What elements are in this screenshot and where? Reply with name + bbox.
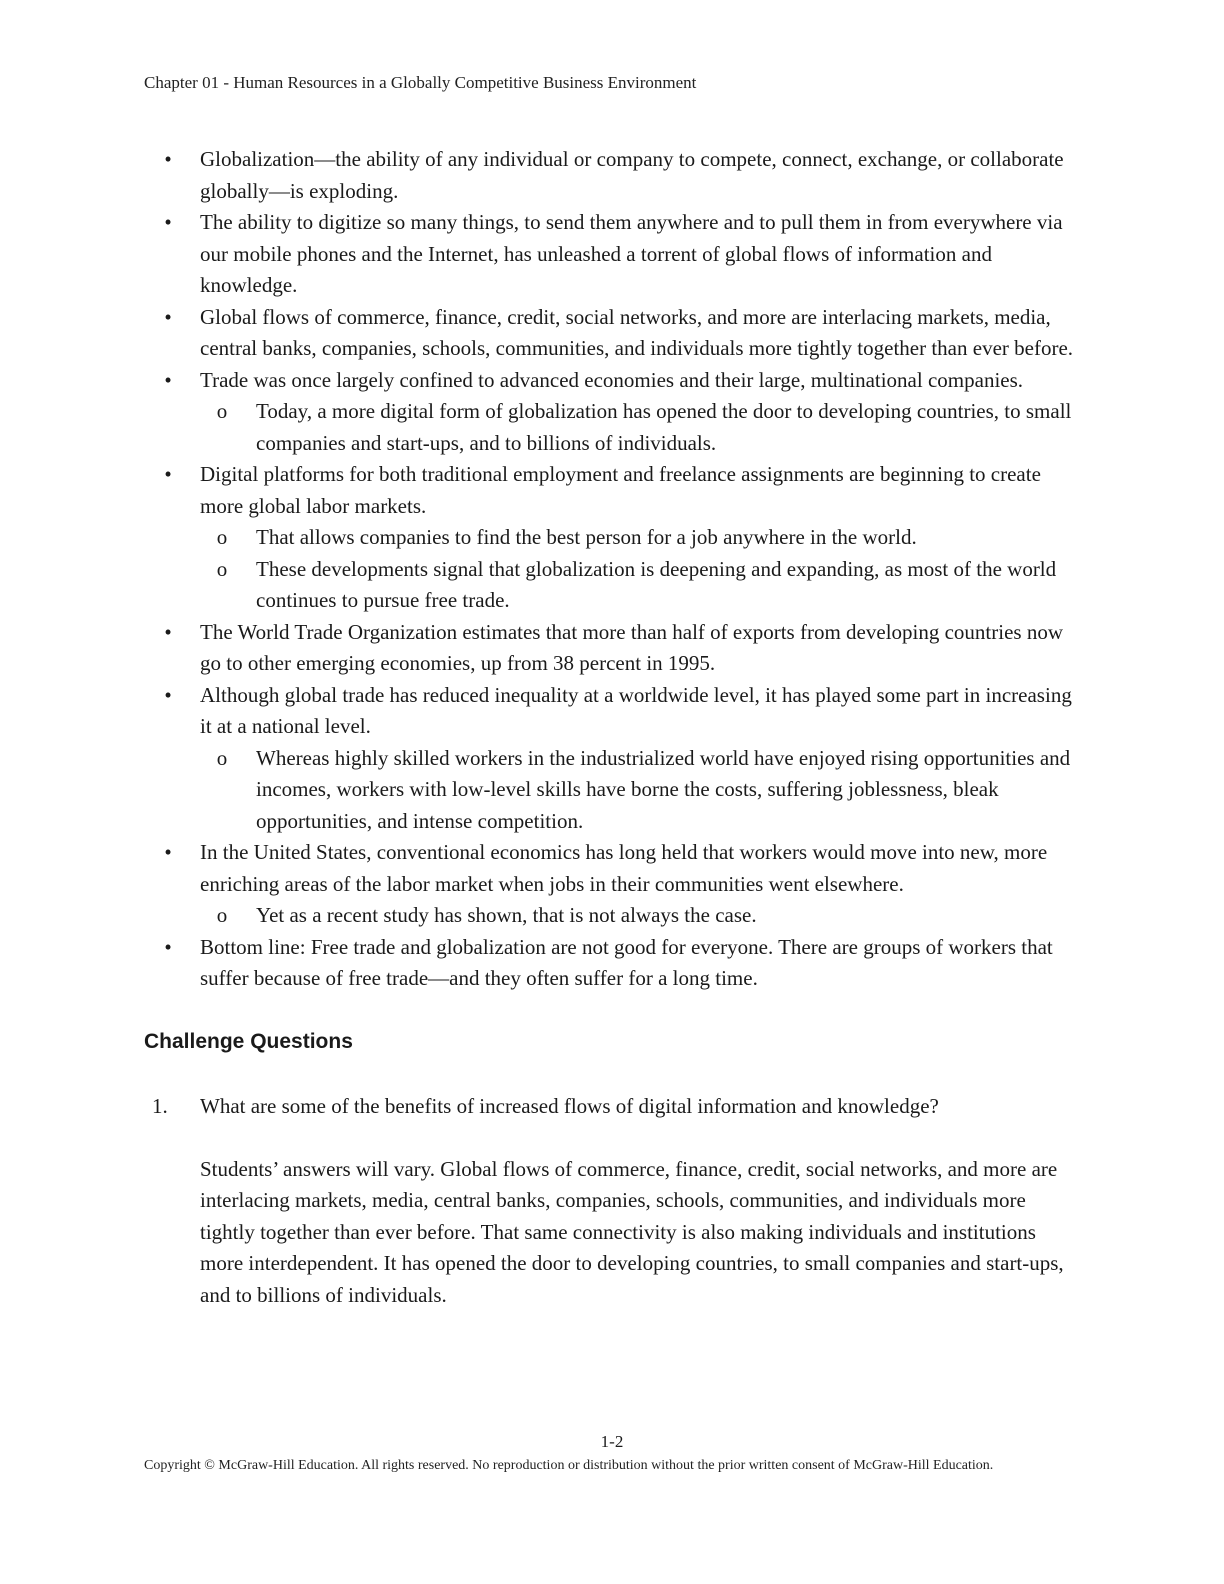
sub-bullet-list bbox=[200, 396, 1084, 459]
sub-bullet-item bbox=[200, 522, 1084, 554]
bullet-text: Digital platforms for both traditional employment and freelance assignments are beginning to create more global labor markets. bbox=[200, 462, 1041, 518]
page-number: 1-2 bbox=[600, 1432, 624, 1451]
bullet-icon: • bbox=[164, 619, 172, 644]
sub-bullet-list bbox=[200, 522, 1084, 617]
sub-bullet-text: That allows companies to find the best person for a job anywhere in the world. bbox=[256, 525, 917, 549]
page-header: Chapter 01 - Human Resources in a Globally Competitive Business Environment bbox=[144, 73, 697, 92]
bullet-text: Although global trade has reduced inequality at a worldwide level, it has played some part in increasing it at a national level. bbox=[200, 682, 1072, 738]
bullet-icon: • bbox=[164, 682, 172, 707]
sub-bullet-list bbox=[200, 743, 1084, 838]
bullet-text: In the United States, conventional economics has long held that workers would move into new, more enriching areas of the labor market when jobs in their communities went elsewhere. bbox=[200, 840, 1048, 896]
bullet-text: Bottom line: Free trade and globalization are not good for everyone. There are groups of workers that suffer because of free trade—and they often suffer for a long time. bbox=[200, 934, 1053, 990]
bullet-icon: • bbox=[164, 367, 172, 392]
bullet-text: The ability to digitize so many things, to send them anywhere and to pull them in from everywhere via our mobile phones and the Internet, has unleashed a torrent of global flows of information and knowledge. bbox=[200, 210, 1063, 297]
sub-bullet-text: Today, a more digital form of globalization has opened the door to developing countries, to small companies and start-ups, and to billions of individuals. bbox=[256, 399, 1072, 455]
bullet-item bbox=[144, 932, 1084, 995]
sub-bullet-text: These developments signal that globalization is deepening and expanding, as most of the world continues to pursue free trade. bbox=[256, 556, 1057, 612]
bullet-item bbox=[144, 680, 1084, 838]
bullet-item bbox=[144, 365, 1084, 460]
question-number: 1. bbox=[152, 1093, 168, 1118]
section-heading: Challenge Questions bbox=[144, 1029, 353, 1053]
question-list bbox=[144, 1091, 1084, 1312]
bullet-icon: • bbox=[164, 304, 172, 329]
copyright-notice: Copyright © McGraw-Hill Education. All rights reserved. No reproduction or distribution without the prior written consent of McGraw-Hill Education. bbox=[144, 1458, 994, 1473]
bullet-icon: • bbox=[164, 462, 172, 486]
bullet-item bbox=[144, 207, 1084, 302]
sub-bullet-list bbox=[200, 900, 1084, 932]
answer-text: Students’ answers will vary. Global flows of commerce, finance, credit, social networks, and more are interlacing markets, media, central banks, companies, schools, communities, and individuals more tightly together than ever before. That same connectivity is also making individuals and institutions more interdependent. It has opened the door to developing countries, to small companies and start-ups, and to billions of individuals. bbox=[200, 1156, 1064, 1307]
sub-bullet-text: Yet as a recent study has shown, that is not always the case. bbox=[256, 903, 757, 927]
bullet-text: The World Trade Organization estimates that more than half of exports from developing countries now go to other emerging economies, up from 38 percent in 1995. bbox=[200, 619, 1063, 675]
bullet-text: Global flows of commerce, finance, credit, social networks, and more are interlacing markets, media, central banks, companies, schools, communities, and individuals more tightly together than ever before. bbox=[200, 304, 1074, 360]
bullet-icon: • bbox=[164, 210, 172, 234]
sub-bullet-text: Whereas highly skilled workers in the industrialized world have enjoyed rising opportunities and incomes, workers with low-level skills have borne the costs, suffering joblessness, bleak opportunities, and intense competition. bbox=[256, 745, 1071, 833]
sub-bullet-item bbox=[200, 396, 1084, 459]
question-text: What are some of the benefits of increased flows of digital information and knowledge? bbox=[200, 1093, 939, 1118]
circle-bullet-icon: o bbox=[216, 525, 228, 549]
bullet-text: Trade was once largely confined to advanced economies and their large, multinational companies. bbox=[200, 367, 1024, 392]
circle-bullet-icon: o bbox=[216, 903, 228, 927]
bullet-icon: • bbox=[164, 147, 172, 171]
bullet-item bbox=[144, 302, 1084, 365]
circle-bullet-icon: o bbox=[216, 556, 228, 581]
bullet-list bbox=[144, 144, 1084, 995]
bullet-item bbox=[144, 617, 1084, 680]
sub-bullet-item bbox=[200, 743, 1084, 838]
page-content bbox=[144, 144, 1084, 1311]
bullet-icon: • bbox=[164, 934, 172, 959]
bullet-item bbox=[144, 837, 1084, 932]
bullet-text: Globalization—the ability of any individual or company to compete, connect, exchange, or collaborate globally—is exploding. bbox=[200, 147, 1064, 203]
sub-bullet-item bbox=[200, 900, 1084, 932]
bullet-item bbox=[144, 144, 1084, 207]
sub-bullet-item bbox=[200, 554, 1084, 617]
bullet-item bbox=[144, 459, 1084, 617]
bullet-icon: • bbox=[164, 840, 172, 864]
circle-bullet-icon: o bbox=[216, 399, 228, 423]
circle-bullet-icon: o bbox=[216, 745, 228, 770]
question-item bbox=[144, 1091, 1084, 1123]
